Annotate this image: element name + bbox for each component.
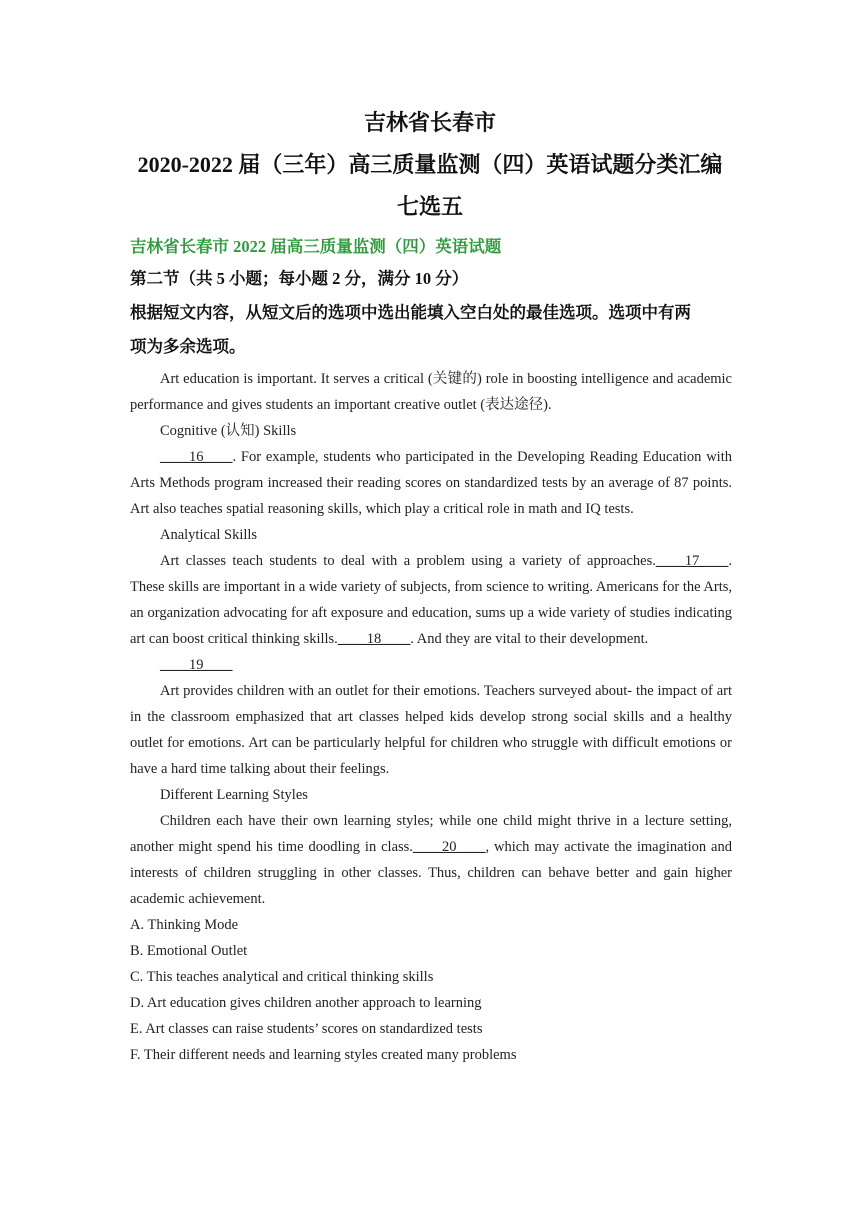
subheading-blank-19 [130, 652, 732, 678]
passage-body [130, 366, 732, 1068]
instruction-line-1: 根据短文内容，从短文后的选项中选出能填入空白处的最佳选项。选项中有两 [130, 303, 691, 322]
subheading-learning-styles: Different Learning Styles [160, 787, 308, 803]
subheading-cognitive-skills: Cognitive (认知) Skills [160, 423, 297, 439]
paragraph-analytical-text-a: Art classes teach students to deal with a problem using a variety of approaches. [160, 553, 656, 569]
option-d: D. Art education gives children another approach to learning [130, 995, 482, 1011]
paragraph-learning-text-b: , which may activate the imagination and interests of children struggling in other classes. Thus, children can behave better and gain higher academic achievement. [130, 839, 732, 907]
paragraph-cognitive [130, 444, 732, 522]
blank-19: ____19____ [160, 657, 233, 673]
section-instruction-scoring: 第二节（共 5 小题；每小题 2 分，满分 10 分） [130, 269, 469, 288]
paragraph-analytical [130, 548, 732, 652]
option-f: F. Their different needs and learning styles created many problems [130, 1047, 517, 1063]
document-title-main: 2020-2022 届（三年）高三质量监测（四）英语试题分类汇编 [137, 152, 723, 177]
paragraph-learning-styles [130, 808, 732, 912]
paragraph-learning-text-a: Children each have their own learning styles; while one child might thrive in a lecture setting, another might spend his time doodling in class. [130, 813, 732, 855]
blank-17: ____17____ [655, 553, 729, 569]
paragraph-cognitive-text: . For example, students who participated in the Developing Reading Education with Arts Methods program increased their reading scores on standardized tests by an average of 87 points. Art also teaches spatial reasoning skills, which play a critical role in math and IQ tests. [130, 449, 732, 517]
paragraph-emotional: Art provides children with an outlet for their emotions. Teachers surveyed about- the impact of art in the classroom emphasized that art classes helped kids develop strong social skills and a healthy outlet for emotions. Art can be particularly helpful for children who struggle with difficult emotions or have a hard time talking about their feelings. [130, 683, 732, 777]
option-e: E. Art classes can raise students’ scores on standardized tests [130, 1021, 483, 1037]
blank-20: ____20____ [412, 839, 486, 855]
section-instruction-directions [130, 296, 730, 364]
paragraph-analytical-text-c: . And they are vital to their development. [410, 631, 649, 647]
instruction-line-2: 项为多余选项。 [130, 337, 246, 356]
blank-18: ____18____ [337, 631, 411, 647]
document-title-region: 吉林省长春市 [363, 110, 496, 135]
paragraph-intro: Art education is important. It serves a critical (关键的) role in boosting intelligence and academic performance and gives students an important creative outlet (表达途径). [130, 371, 732, 413]
exam-source-heading: 吉林省长春市 2022 届高三质量监测（四）英语试题 [130, 237, 502, 256]
blank-16: ____16____ [160, 449, 233, 465]
option-b: B. Emotional Outlet [130, 943, 248, 959]
option-c: C. This teaches analytical and critical thinking skills [130, 969, 434, 985]
subheading-analytical-skills: Analytical Skills [160, 527, 258, 543]
option-a: A. Thinking Mode [130, 917, 239, 933]
document-title-topic: 七选五 [396, 194, 463, 219]
paragraph-analytical-text-b: . These skills are important in a wide variety of subjects, from science to writing. Americans for the Arts, an organization advocating for aft exposure and education, sums up a wide variety of studies indicating art can boost critical thinking skills. [130, 553, 732, 647]
